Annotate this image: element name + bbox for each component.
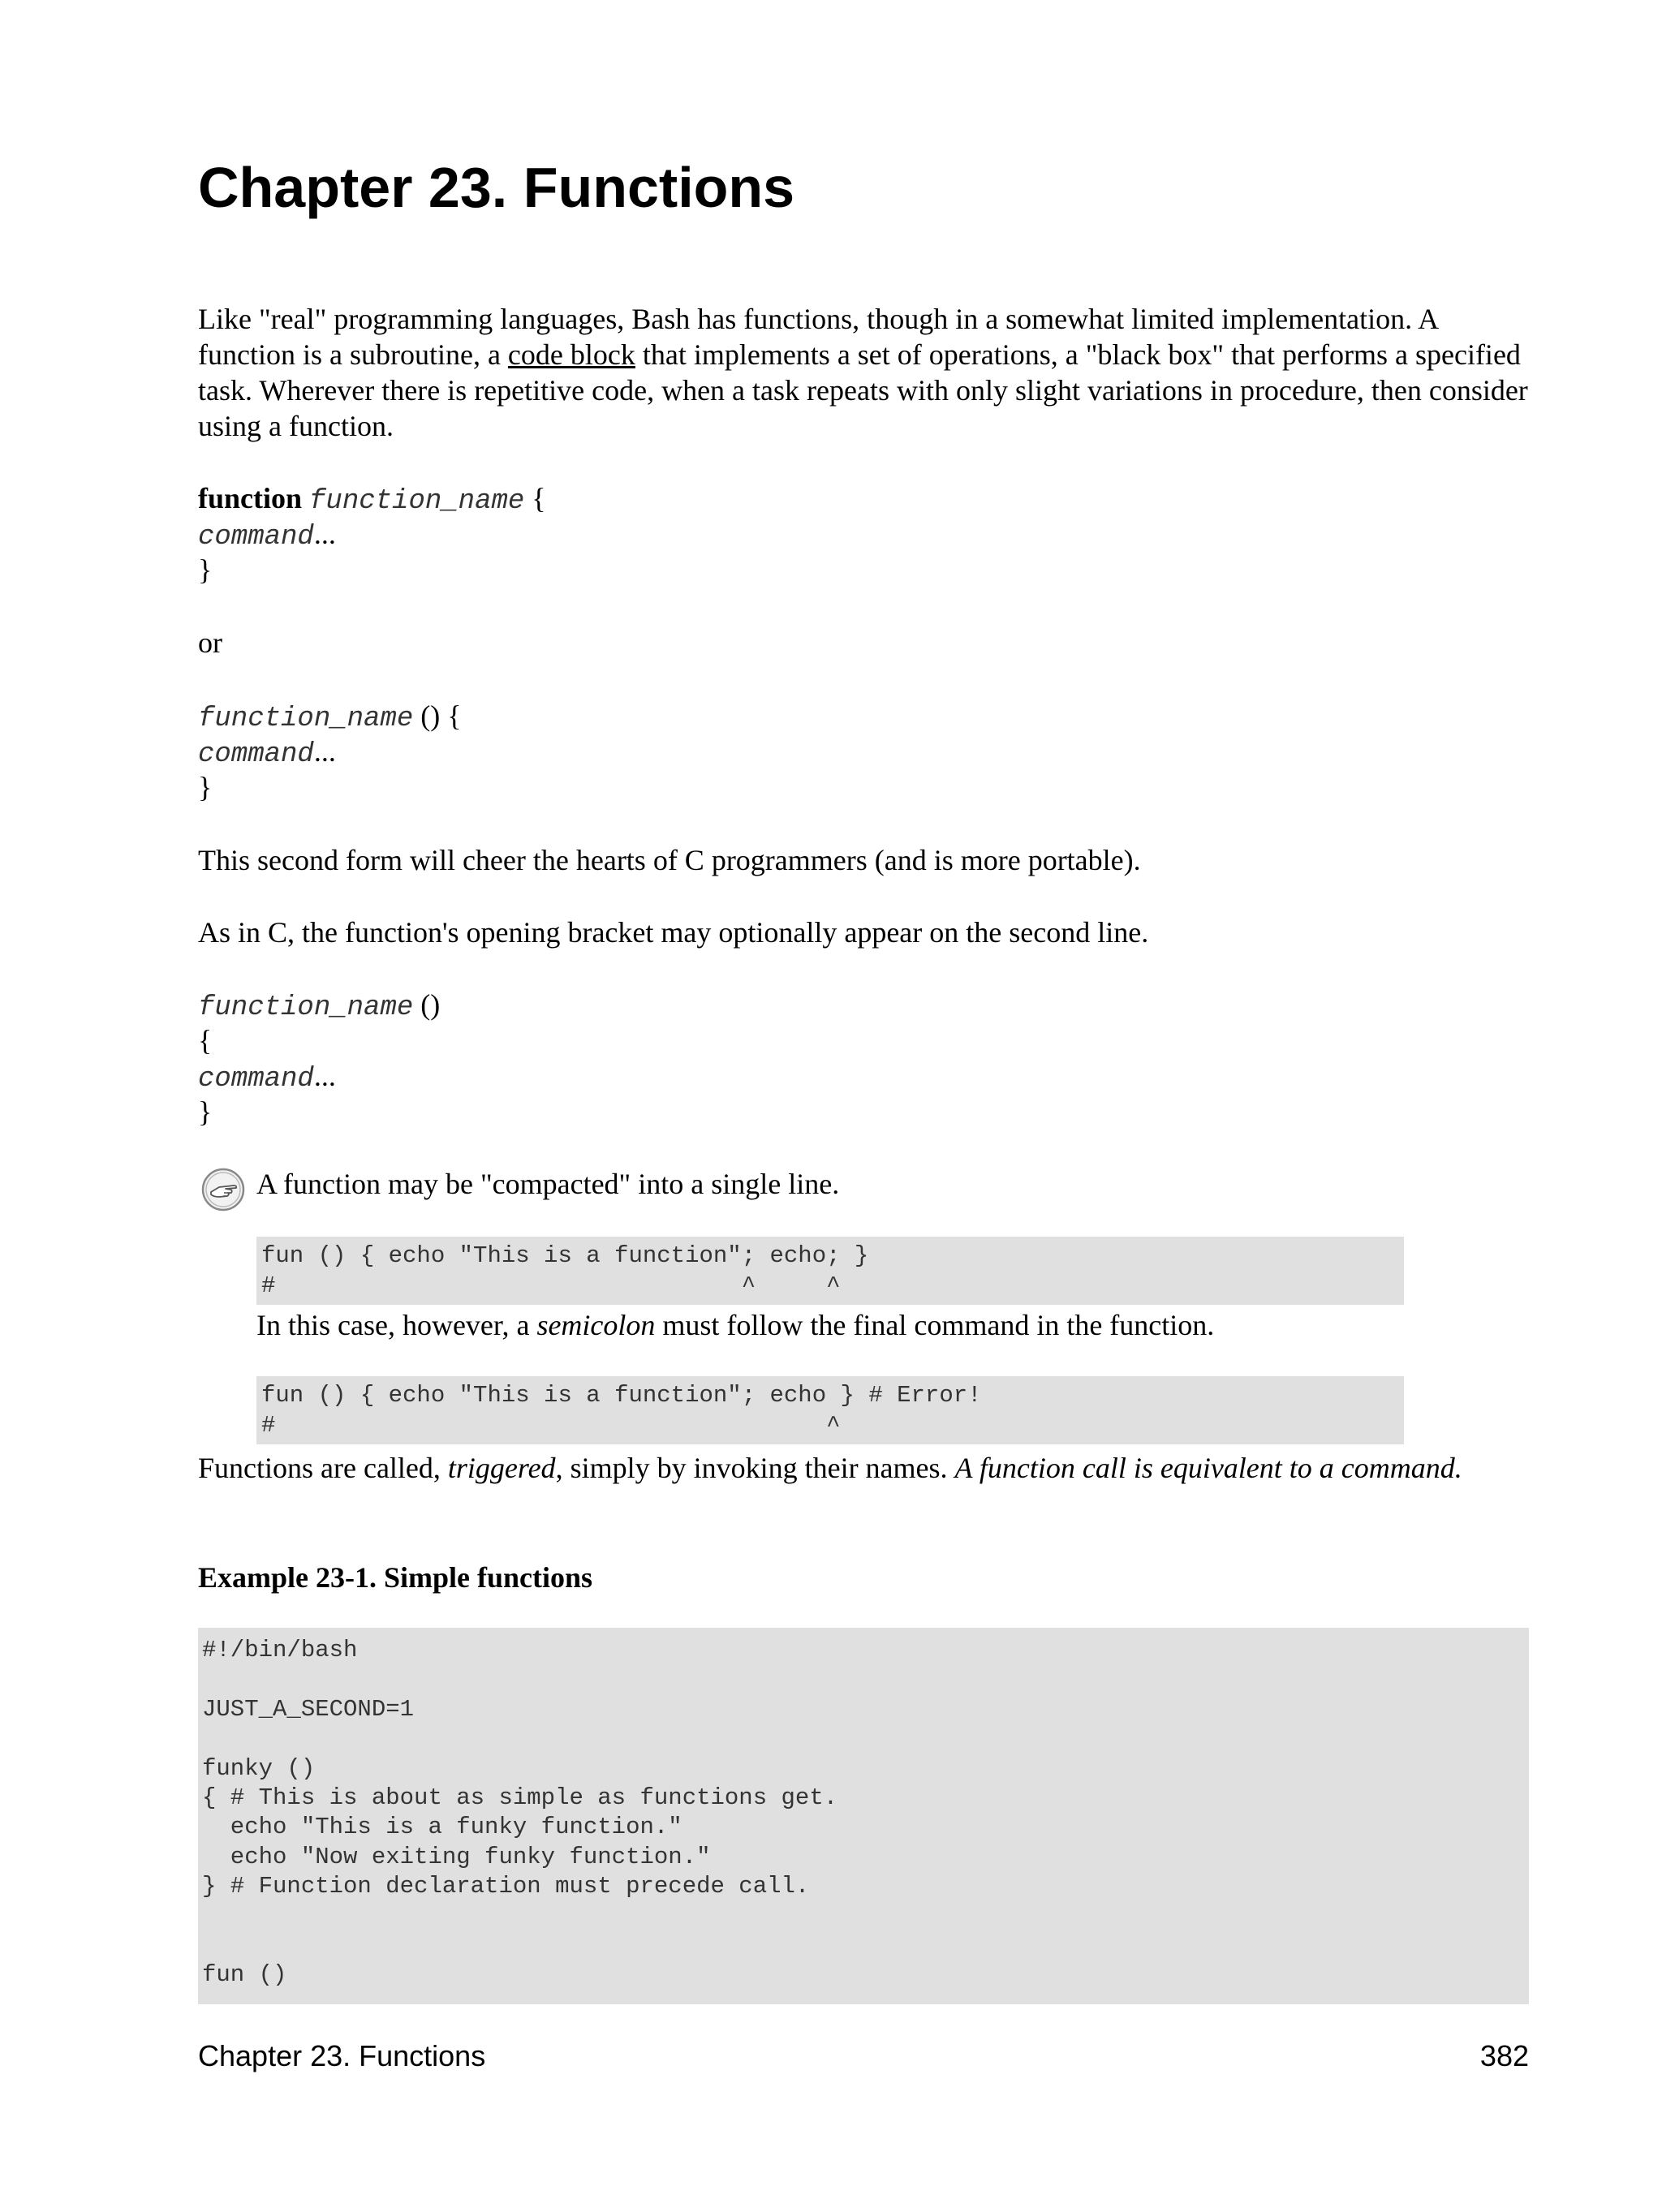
syntax3-command: command <box>198 1064 314 1095</box>
chapter-title: Chapter 23. Functions <box>198 156 795 219</box>
called-emphasis-equivalent: A function call is equivalent to a command. <box>954 1452 1462 1484</box>
syntax1-function-name: function_name <box>309 486 525 517</box>
semicolon-emphasis: semicolon <box>536 1309 656 1341</box>
example-code-listing: #!/bin/bash JUST_A_SECOND=1 funky () { # This is about as simple as functions get. echo "This is a funky function." echo "Now exiting funky function." } # Function declaration must precede call. fun () <box>198 1628 1529 2004</box>
intro-text-start: Like "real" programming languages, Bash has functions, though in a somewhat limited implementation. A function is a subroutine, a <box>198 303 1438 371</box>
called-text-start: Functions are called, <box>198 1452 448 1484</box>
or-text: or <box>198 626 222 659</box>
syntax2-ellipsis: ... <box>313 735 336 768</box>
intro-text-end: that implements a set of operations, a "black box" that performs a specified task. Wherever there is repetitive code, when a task repeats with only slight variations in procedure, then consider using a function. <box>198 338 1528 442</box>
semicolon-text-start: In this case, however, a <box>256 1309 537 1341</box>
function-keyword: function <box>198 482 303 514</box>
syntax3-parens: () <box>413 988 441 1021</box>
syntax1-command: command <box>198 522 314 553</box>
syntax2-brace-close: } <box>198 771 213 803</box>
as-in-c-paragraph: As in C, the function's opening bracket may optionally appear on the second line. <box>198 916 1149 949</box>
syntax1-line2 <box>198 516 336 555</box>
note-text: A function may be "compacted" into a single line. <box>256 1168 840 1200</box>
syntax1-line1 <box>198 480 546 519</box>
pointing-hand-note-icon <box>201 1168 245 1211</box>
syntax3-ellipsis: ... <box>313 1060 336 1092</box>
syntax3-line1 <box>198 987 440 1026</box>
syntax1-ellipsis: ... <box>313 518 336 550</box>
semicolon-paragraph <box>256 1307 1214 1343</box>
syntax3-brace-close: } <box>198 1095 213 1128</box>
syntax3-brace-open: { <box>198 1024 213 1057</box>
code-block-link[interactable]: code block <box>507 338 635 371</box>
example-title: Example 23-1. Simple functions <box>198 1561 593 1594</box>
footer-page-number: 382 <box>1479 2039 1529 2072</box>
error-function-code: fun () { echo "This is a function"; echo } # Error! # ^ <box>256 1376 1404 1444</box>
syntax2-command: command <box>198 739 314 770</box>
c-programmers-paragraph: This second form will cheer the hearts of C programmers (and is more portable). <box>198 844 1141 876</box>
syntax2-line1 <box>198 698 462 737</box>
syntax2-parens-brace: () { <box>413 699 462 732</box>
compact-function-code: fun () { echo "This is a function"; echo; } # ^ ^ <box>256 1237 1404 1305</box>
syntax1-brace-close: } <box>198 553 213 586</box>
called-emphasis-triggered: triggered <box>447 1452 556 1484</box>
syntax3-line3 <box>198 1058 336 1097</box>
functions-called-paragraph <box>198 1450 1462 1486</box>
semicolon-text-end: must follow the final command in the function. <box>655 1309 1215 1341</box>
called-text-middle: , simply by invoking their names. <box>555 1452 955 1484</box>
syntax3-function-name: function_name <box>198 992 414 1023</box>
syntax1-brace-open: { <box>524 482 546 514</box>
footer-chapter-title: Chapter 23. Functions <box>198 2039 486 2072</box>
syntax2-line2 <box>198 734 336 772</box>
syntax2-function-name: function_name <box>198 704 414 734</box>
intro-paragraph <box>198 301 1529 444</box>
